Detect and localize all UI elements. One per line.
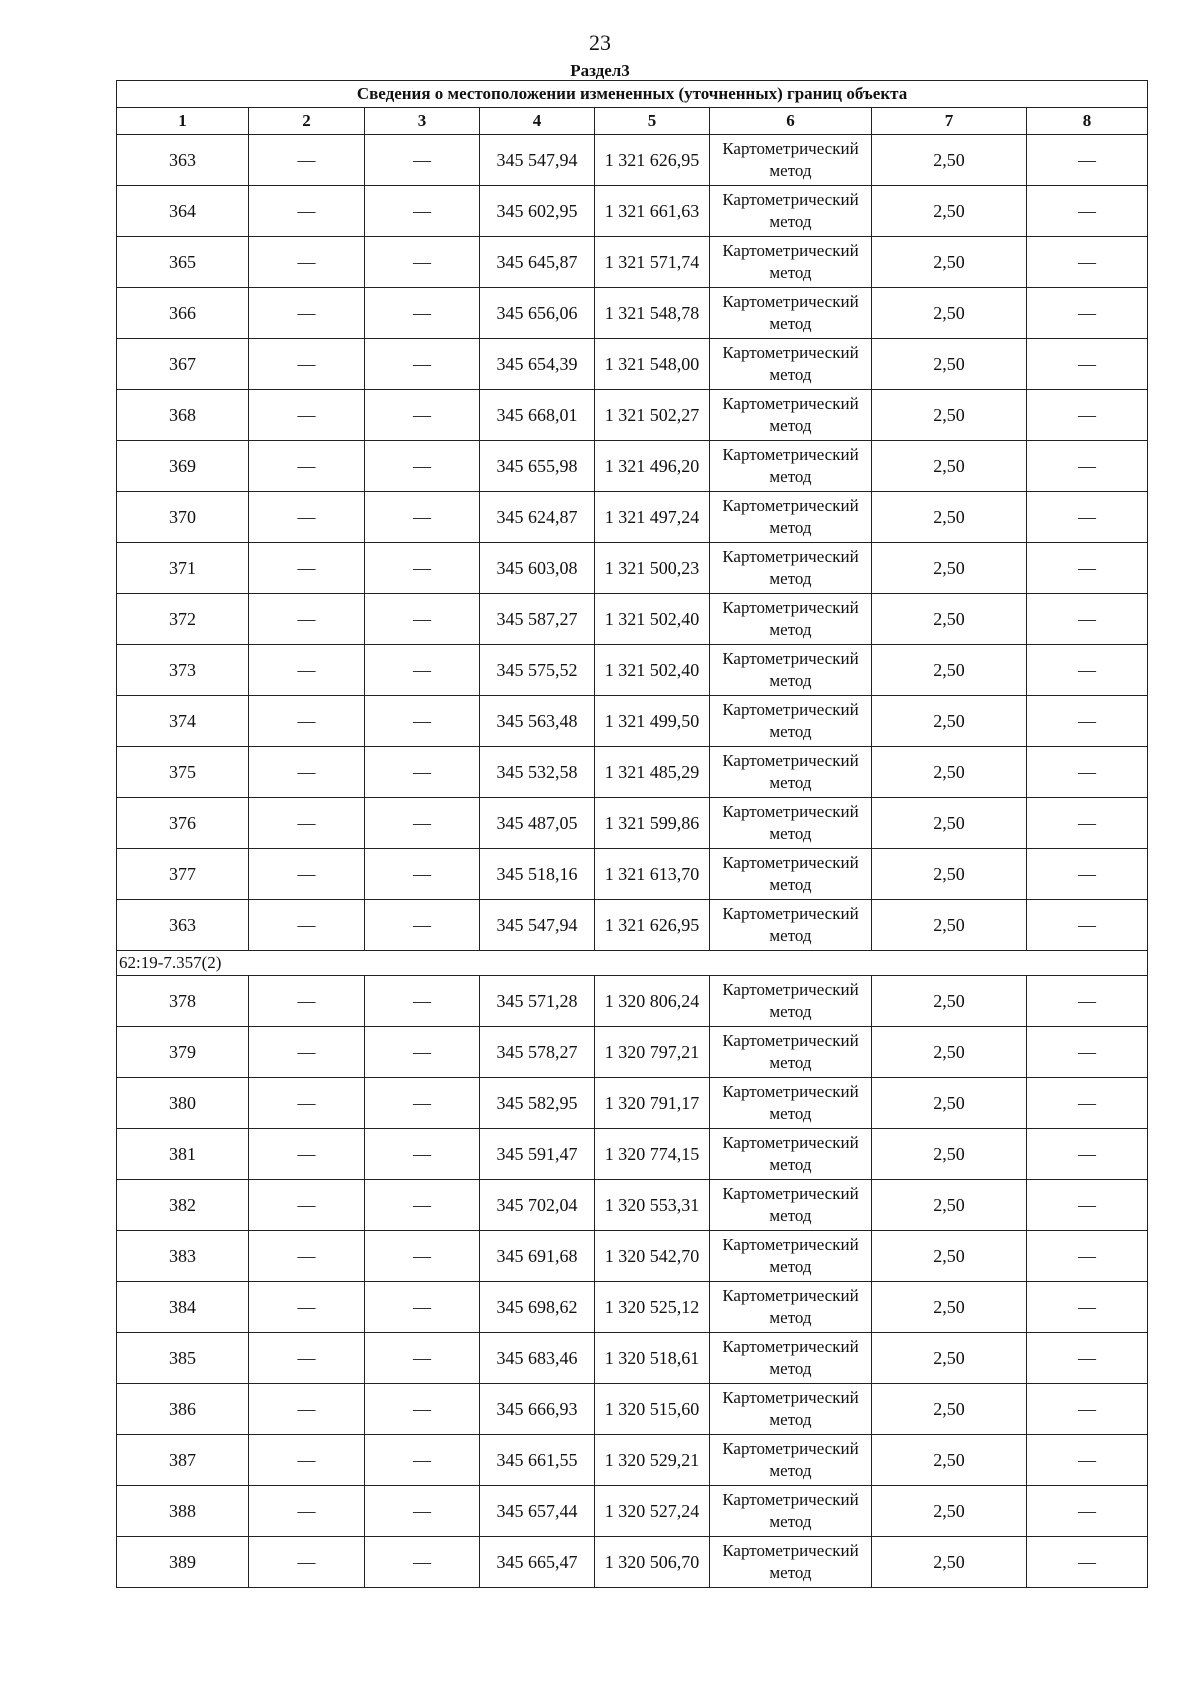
point-number-cell: 374 (117, 696, 249, 747)
dash-cell: — (365, 237, 480, 288)
dash-cell: — (249, 135, 365, 186)
y-coordinate-cell: 1 320 774,15 (595, 1129, 710, 1180)
x-coordinate-cell: 345 532,58 (480, 747, 595, 798)
y-coordinate-cell: 1 321 613,70 (595, 849, 710, 900)
table-row (117, 441, 1148, 492)
table-row (117, 1486, 1148, 1537)
y-coordinate-cell: 1 321 548,00 (595, 339, 710, 390)
table-row (117, 1333, 1148, 1384)
method-cell: Картометрический метод (710, 900, 872, 951)
dash-cell: — (1027, 1333, 1148, 1384)
x-coordinate-cell: 345 587,27 (480, 594, 595, 645)
dash-cell: — (365, 1078, 480, 1129)
method-cell: Картометрический метод (710, 1435, 872, 1486)
accuracy-cell: 2,50 (872, 1027, 1027, 1078)
method-cell: Картометрический метод (710, 1282, 872, 1333)
method-cell: Картометрический метод (710, 288, 872, 339)
table-row (117, 1537, 1148, 1588)
column-header: 7 (872, 108, 1027, 135)
dash-cell: — (249, 1231, 365, 1282)
y-coordinate-cell: 1 321 496,20 (595, 441, 710, 492)
y-coordinate-cell: 1 320 529,21 (595, 1435, 710, 1486)
column-header: 1 (117, 108, 249, 135)
accuracy-cell: 2,50 (872, 339, 1027, 390)
dash-cell: — (1027, 288, 1148, 339)
dash-cell: — (1027, 1435, 1148, 1486)
dash-cell: — (365, 1384, 480, 1435)
method-cell: Картометрический метод (710, 645, 872, 696)
point-number-cell: 364 (117, 186, 249, 237)
accuracy-cell: 2,50 (872, 849, 1027, 900)
method-cell: Картометрический метод (710, 696, 872, 747)
table-row (117, 645, 1148, 696)
method-cell: Картометрический метод (710, 492, 872, 543)
y-coordinate-cell: 1 320 797,21 (595, 1027, 710, 1078)
method-cell: Картометрический метод (710, 1333, 872, 1384)
column-header: 6 (710, 108, 872, 135)
dash-cell: — (365, 135, 480, 186)
point-number-cell: 386 (117, 1384, 249, 1435)
dash-cell: — (249, 186, 365, 237)
x-coordinate-cell: 345 645,87 (480, 237, 595, 288)
x-coordinate-cell: 345 603,08 (480, 543, 595, 594)
x-coordinate-cell: 345 487,05 (480, 798, 595, 849)
dash-cell: — (365, 1486, 480, 1537)
method-cell: Картометрический метод (710, 1180, 872, 1231)
accuracy-cell: 2,50 (872, 237, 1027, 288)
section-title: Раздел3 (570, 61, 630, 80)
accuracy-cell: 2,50 (872, 135, 1027, 186)
accuracy-cell: 2,50 (872, 492, 1027, 543)
table-row (117, 1129, 1148, 1180)
column-number-row (117, 108, 1148, 135)
method-cell: Картометрический метод (710, 441, 872, 492)
point-number-cell: 368 (117, 390, 249, 441)
point-number-cell: 369 (117, 441, 249, 492)
accuracy-cell: 2,50 (872, 1486, 1027, 1537)
method-cell: Картометрический метод (710, 1027, 872, 1078)
y-coordinate-cell: 1 320 518,61 (595, 1333, 710, 1384)
table-row (117, 1078, 1148, 1129)
table-row (117, 390, 1148, 441)
dash-cell: — (249, 747, 365, 798)
point-number-cell: 373 (117, 645, 249, 696)
y-coordinate-cell: 1 321 548,78 (595, 288, 710, 339)
table-row (117, 1435, 1148, 1486)
dash-cell: — (365, 288, 480, 339)
accuracy-cell: 2,50 (872, 186, 1027, 237)
y-coordinate-cell: 1 321 626,95 (595, 135, 710, 186)
y-coordinate-cell: 1 321 502,27 (595, 390, 710, 441)
y-coordinate-cell: 1 321 497,24 (595, 492, 710, 543)
dash-cell: — (249, 390, 365, 441)
dash-cell: — (1027, 1027, 1148, 1078)
accuracy-cell: 2,50 (872, 390, 1027, 441)
x-coordinate-cell: 345 656,06 (480, 288, 595, 339)
table-row (117, 798, 1148, 849)
table-row (117, 237, 1148, 288)
method-cell: Картометрический метод (710, 1078, 872, 1129)
dash-cell: — (1027, 135, 1148, 186)
dash-cell: — (1027, 594, 1148, 645)
dash-cell: — (365, 1180, 480, 1231)
accuracy-cell: 2,50 (872, 900, 1027, 951)
x-coordinate-cell: 345 665,47 (480, 1537, 595, 1588)
accuracy-cell: 2,50 (872, 696, 1027, 747)
dash-cell: — (365, 645, 480, 696)
dash-cell: — (249, 492, 365, 543)
dash-cell: — (365, 696, 480, 747)
table-row (117, 747, 1148, 798)
dash-cell: — (365, 976, 480, 1027)
table-row (117, 543, 1148, 594)
dash-cell: — (365, 849, 480, 900)
dash-cell: — (249, 1078, 365, 1129)
group-label-row (117, 951, 1148, 976)
table-row (117, 900, 1148, 951)
dash-cell: — (365, 186, 480, 237)
dash-cell: — (249, 543, 365, 594)
dash-cell: — (365, 900, 480, 951)
group-label: 62:19-7.357(2) (117, 951, 1148, 976)
x-coordinate-cell: 345 571,28 (480, 976, 595, 1027)
dash-cell: — (249, 696, 365, 747)
point-number-cell: 365 (117, 237, 249, 288)
dash-cell: — (1027, 339, 1148, 390)
method-cell: Картометрический метод (710, 849, 872, 900)
point-number-cell: 371 (117, 543, 249, 594)
y-coordinate-cell: 1 321 500,23 (595, 543, 710, 594)
accuracy-cell: 2,50 (872, 1231, 1027, 1282)
dash-cell: — (249, 645, 365, 696)
dash-cell: — (249, 1384, 365, 1435)
point-number-cell: 381 (117, 1129, 249, 1180)
accuracy-cell: 2,50 (872, 288, 1027, 339)
dash-cell: — (1027, 1384, 1148, 1435)
y-coordinate-cell: 1 321 502,40 (595, 594, 710, 645)
y-coordinate-cell: 1 320 506,70 (595, 1537, 710, 1588)
column-header: 3 (365, 108, 480, 135)
y-coordinate-cell: 1 321 661,63 (595, 186, 710, 237)
column-header: 8 (1027, 108, 1148, 135)
dash-cell: — (365, 798, 480, 849)
y-coordinate-cell: 1 320 553,31 (595, 1180, 710, 1231)
x-coordinate-cell: 345 691,68 (480, 1231, 595, 1282)
table-row (117, 1282, 1148, 1333)
dash-cell: — (249, 798, 365, 849)
dash-cell: — (249, 1282, 365, 1333)
x-coordinate-cell: 345 661,55 (480, 1435, 595, 1486)
method-cell: Картометрический метод (710, 1537, 872, 1588)
dash-cell: — (365, 1435, 480, 1486)
point-number-cell: 370 (117, 492, 249, 543)
dash-cell: — (249, 441, 365, 492)
dash-cell: — (249, 1027, 365, 1078)
table-row (117, 594, 1148, 645)
table-row (117, 1180, 1148, 1231)
y-coordinate-cell: 1 320 542,70 (595, 1231, 710, 1282)
x-coordinate-cell: 345 591,47 (480, 1129, 595, 1180)
method-cell: Картометрический метод (710, 594, 872, 645)
dash-cell: — (365, 441, 480, 492)
dash-cell: — (365, 594, 480, 645)
accuracy-cell: 2,50 (872, 1282, 1027, 1333)
dash-cell: — (365, 1231, 480, 1282)
x-coordinate-cell: 345 655,98 (480, 441, 595, 492)
x-coordinate-cell: 345 654,39 (480, 339, 595, 390)
dash-cell: — (249, 1129, 365, 1180)
method-cell: Картометрический метод (710, 747, 872, 798)
table-row (117, 288, 1148, 339)
dash-cell: — (365, 390, 480, 441)
dash-cell: — (1027, 1078, 1148, 1129)
table-row (117, 1027, 1148, 1078)
dash-cell: — (1027, 1282, 1148, 1333)
dash-cell: — (365, 543, 480, 594)
table-body (117, 135, 1148, 1588)
accuracy-cell: 2,50 (872, 976, 1027, 1027)
dash-cell: — (1027, 1129, 1148, 1180)
point-number-cell: 378 (117, 976, 249, 1027)
x-coordinate-cell: 345 683,46 (480, 1333, 595, 1384)
dash-cell: — (1027, 492, 1148, 543)
column-header: 4 (480, 108, 595, 135)
x-coordinate-cell: 345 575,52 (480, 645, 595, 696)
x-coordinate-cell: 345 657,44 (480, 1486, 595, 1537)
dash-cell: — (1027, 186, 1148, 237)
dash-cell: — (249, 1486, 365, 1537)
method-cell: Картометрический метод (710, 1384, 872, 1435)
dash-cell: — (365, 1282, 480, 1333)
column-header: 5 (595, 108, 710, 135)
accuracy-cell: 2,50 (872, 441, 1027, 492)
point-number-cell: 384 (117, 1282, 249, 1333)
method-cell: Картометрический метод (710, 339, 872, 390)
y-coordinate-cell: 1 320 527,24 (595, 1486, 710, 1537)
x-coordinate-cell: 345 547,94 (480, 135, 595, 186)
dash-cell: — (365, 339, 480, 390)
accuracy-cell: 2,50 (872, 543, 1027, 594)
accuracy-cell: 2,50 (872, 594, 1027, 645)
point-number-cell: 376 (117, 798, 249, 849)
point-number-cell: 367 (117, 339, 249, 390)
coordinates-table (116, 80, 1148, 1588)
table-row (117, 135, 1148, 186)
dash-cell: — (1027, 849, 1148, 900)
dash-cell: — (1027, 1486, 1148, 1537)
method-cell: Картометрический метод (710, 1231, 872, 1282)
dash-cell: — (249, 900, 365, 951)
point-number-cell: 375 (117, 747, 249, 798)
dash-cell: — (1027, 798, 1148, 849)
x-coordinate-cell: 345 582,95 (480, 1078, 595, 1129)
x-coordinate-cell: 345 547,94 (480, 900, 595, 951)
table-row (117, 1231, 1148, 1282)
dash-cell: — (1027, 900, 1148, 951)
y-coordinate-cell: 1 320 525,12 (595, 1282, 710, 1333)
dash-cell: — (1027, 237, 1148, 288)
x-coordinate-cell: 345 518,16 (480, 849, 595, 900)
accuracy-cell: 2,50 (872, 1333, 1027, 1384)
x-coordinate-cell: 345 602,95 (480, 186, 595, 237)
method-cell: Картометрический метод (710, 237, 872, 288)
dash-cell: — (249, 1333, 365, 1384)
method-cell: Картометрический метод (710, 390, 872, 441)
table-row (117, 339, 1148, 390)
accuracy-cell: 2,50 (872, 1384, 1027, 1435)
dash-cell: — (249, 288, 365, 339)
dash-cell: — (249, 849, 365, 900)
point-number-cell: 380 (117, 1078, 249, 1129)
point-number-cell: 382 (117, 1180, 249, 1231)
table-row (117, 492, 1148, 543)
accuracy-cell: 2,50 (872, 1435, 1027, 1486)
dash-cell: — (249, 1180, 365, 1231)
point-number-cell: 379 (117, 1027, 249, 1078)
method-cell: Картометрический метод (710, 976, 872, 1027)
point-number-cell: 383 (117, 1231, 249, 1282)
dash-cell: — (249, 237, 365, 288)
method-cell: Картометрический метод (710, 1129, 872, 1180)
accuracy-cell: 2,50 (872, 1537, 1027, 1588)
dash-cell: — (365, 1027, 480, 1078)
method-cell: Картометрический метод (710, 798, 872, 849)
table-row (117, 976, 1148, 1027)
dash-cell: — (249, 1537, 365, 1588)
method-cell: Картометрический метод (710, 186, 872, 237)
point-number-cell: 366 (117, 288, 249, 339)
x-coordinate-cell: 345 563,48 (480, 696, 595, 747)
accuracy-cell: 2,50 (872, 645, 1027, 696)
dash-cell: — (1027, 1231, 1148, 1282)
table-row (117, 1384, 1148, 1435)
accuracy-cell: 2,50 (872, 747, 1027, 798)
x-coordinate-cell: 345 698,62 (480, 1282, 595, 1333)
point-number-cell: 363 (117, 900, 249, 951)
dash-cell: — (249, 976, 365, 1027)
x-coordinate-cell: 345 702,04 (480, 1180, 595, 1231)
point-number-cell: 363 (117, 135, 249, 186)
x-coordinate-cell: 345 666,93 (480, 1384, 595, 1435)
dash-cell: — (1027, 543, 1148, 594)
dash-cell: — (365, 492, 480, 543)
dash-cell: — (365, 1333, 480, 1384)
y-coordinate-cell: 1 321 599,86 (595, 798, 710, 849)
table-row (117, 696, 1148, 747)
method-cell: Картометрический метод (710, 135, 872, 186)
point-number-cell: 388 (117, 1486, 249, 1537)
point-number-cell: 372 (117, 594, 249, 645)
point-number-cell: 389 (117, 1537, 249, 1588)
accuracy-cell: 2,50 (872, 798, 1027, 849)
point-number-cell: 387 (117, 1435, 249, 1486)
accuracy-cell: 2,50 (872, 1129, 1027, 1180)
method-cell: Картометрический метод (710, 1486, 872, 1537)
dash-cell: — (1027, 1180, 1148, 1231)
dash-cell: — (1027, 1537, 1148, 1588)
dash-cell: — (1027, 696, 1148, 747)
x-coordinate-cell: 345 578,27 (480, 1027, 595, 1078)
table-row (117, 849, 1148, 900)
dash-cell: — (249, 594, 365, 645)
y-coordinate-cell: 1 321 571,74 (595, 237, 710, 288)
dash-cell: — (1027, 390, 1148, 441)
dash-cell: — (365, 1537, 480, 1588)
y-coordinate-cell: 1 320 515,60 (595, 1384, 710, 1435)
y-coordinate-cell: 1 321 502,40 (595, 645, 710, 696)
method-cell: Картометрический метод (710, 543, 872, 594)
dash-cell: — (365, 1129, 480, 1180)
y-coordinate-cell: 1 320 791,17 (595, 1078, 710, 1129)
dash-cell: — (365, 747, 480, 798)
point-number-cell: 385 (117, 1333, 249, 1384)
page-number: 23 (589, 30, 611, 55)
point-number-cell: 377 (117, 849, 249, 900)
accuracy-cell: 2,50 (872, 1180, 1027, 1231)
table-caption: Сведения о местоположении измененных (уточненных) границ объекта (117, 81, 1148, 108)
y-coordinate-cell: 1 320 806,24 (595, 976, 710, 1027)
dash-cell: — (249, 339, 365, 390)
table-caption-row (117, 81, 1148, 108)
x-coordinate-cell: 345 668,01 (480, 390, 595, 441)
y-coordinate-cell: 1 321 499,50 (595, 696, 710, 747)
x-coordinate-cell: 345 624,87 (480, 492, 595, 543)
accuracy-cell: 2,50 (872, 1078, 1027, 1129)
dash-cell: — (1027, 976, 1148, 1027)
table-row (117, 186, 1148, 237)
dash-cell: — (1027, 747, 1148, 798)
dash-cell: — (249, 1435, 365, 1486)
dash-cell: — (1027, 645, 1148, 696)
y-coordinate-cell: 1 321 485,29 (595, 747, 710, 798)
column-header: 2 (249, 108, 365, 135)
dash-cell: — (1027, 441, 1148, 492)
y-coordinate-cell: 1 321 626,95 (595, 900, 710, 951)
